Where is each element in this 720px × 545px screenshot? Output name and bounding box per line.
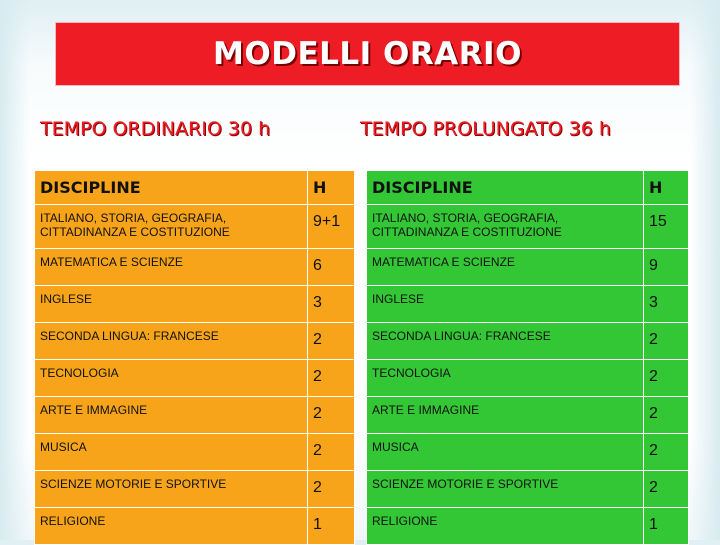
hours-cell: 2 — [644, 471, 689, 508]
table-row — [35, 249, 355, 286]
subject-cell: SECONDA LINGUA: FRANCESE — [35, 323, 308, 360]
table-row — [35, 397, 355, 434]
hours-cell: 2 — [644, 434, 689, 471]
hours-cell: 9+1 — [308, 205, 355, 249]
table-row — [35, 434, 355, 471]
hours-cell: 9 — [644, 249, 689, 286]
subject-cell: MUSICA — [367, 434, 644, 471]
table-row — [367, 360, 689, 397]
subject-column-header: DISCIPLINE — [35, 171, 308, 205]
table-row — [35, 286, 355, 323]
hours-cell: 2 — [308, 360, 355, 397]
extended-schedule-table — [366, 170, 689, 545]
subject-cell: INGLESE — [35, 286, 308, 323]
title-banner — [55, 22, 680, 86]
hours-cell: 2 — [308, 397, 355, 434]
table-row — [367, 205, 689, 249]
table-row — [367, 286, 689, 323]
subject-cell: INGLESE — [367, 286, 644, 323]
subject-cell: ITALIANO, STORIA, GEOGRAFIA, CITTADINANZA E COSTITUZIONE — [367, 205, 644, 249]
subject-cell: RELIGIONE — [35, 508, 308, 545]
subject-cell: TECNOLOGIA — [367, 360, 644, 397]
table-header-row — [367, 171, 689, 205]
subject-column-header: DISCIPLINE — [367, 171, 644, 205]
subject-cell: SCIENZE MOTORIE E SPORTIVE — [35, 471, 308, 508]
hours-cell: 2 — [644, 397, 689, 434]
subject-cell: MATEMATICA E SCIENZE — [35, 249, 308, 286]
table-row — [35, 471, 355, 508]
table-row — [367, 471, 689, 508]
table-row — [367, 249, 689, 286]
background-edge-left — [0, 0, 30, 540]
subject-cell: MATEMATICA E SCIENZE — [367, 249, 644, 286]
subject-cell: ARTE E IMMAGINE — [35, 397, 308, 434]
ordinary-schedule-table — [34, 170, 355, 545]
hours-cell: 2 — [308, 434, 355, 471]
table-row — [35, 360, 355, 397]
table-row — [35, 508, 355, 545]
subject-cell: TECNOLOGIA — [35, 360, 308, 397]
hours-cell: 1 — [644, 508, 689, 545]
hours-cell: 2 — [644, 323, 689, 360]
subject-cell: SECONDA LINGUA: FRANCESE — [367, 323, 644, 360]
table-row — [367, 397, 689, 434]
subject-cell: ARTE E IMMAGINE — [367, 397, 644, 434]
table-row — [367, 434, 689, 471]
subject-cell: MUSICA — [35, 434, 308, 471]
hours-column-header: H — [308, 171, 355, 205]
table-row — [35, 205, 355, 249]
hours-cell: 2 — [308, 323, 355, 360]
table-row — [35, 323, 355, 360]
hours-cell: 2 — [308, 471, 355, 508]
hours-cell: 6 — [308, 249, 355, 286]
hours-column-header: H — [644, 171, 689, 205]
subject-cell: SCIENZE MOTORIE E SPORTIVE — [367, 471, 644, 508]
hours-cell: 3 — [308, 286, 355, 323]
hours-cell: 15 — [644, 205, 689, 249]
background-edge-right — [690, 0, 720, 540]
table-row — [367, 508, 689, 545]
table-row — [367, 323, 689, 360]
subject-cell: ITALIANO, STORIA, GEOGRAFIA, CITTADINANZA E COSTITUZIONE — [35, 205, 308, 249]
hours-cell: 1 — [308, 508, 355, 545]
subject-cell: RELIGIONE — [367, 508, 644, 545]
ordinary-model-heading: TEMPO ORDINARIO 30 h — [40, 118, 271, 140]
hours-cell: 2 — [644, 360, 689, 397]
table-header-row — [35, 171, 355, 205]
hours-cell: 3 — [644, 286, 689, 323]
extended-model-heading: TEMPO PROLUNGATO 36 h — [360, 118, 611, 140]
page-title: MODELLI ORARIO — [213, 36, 522, 72]
